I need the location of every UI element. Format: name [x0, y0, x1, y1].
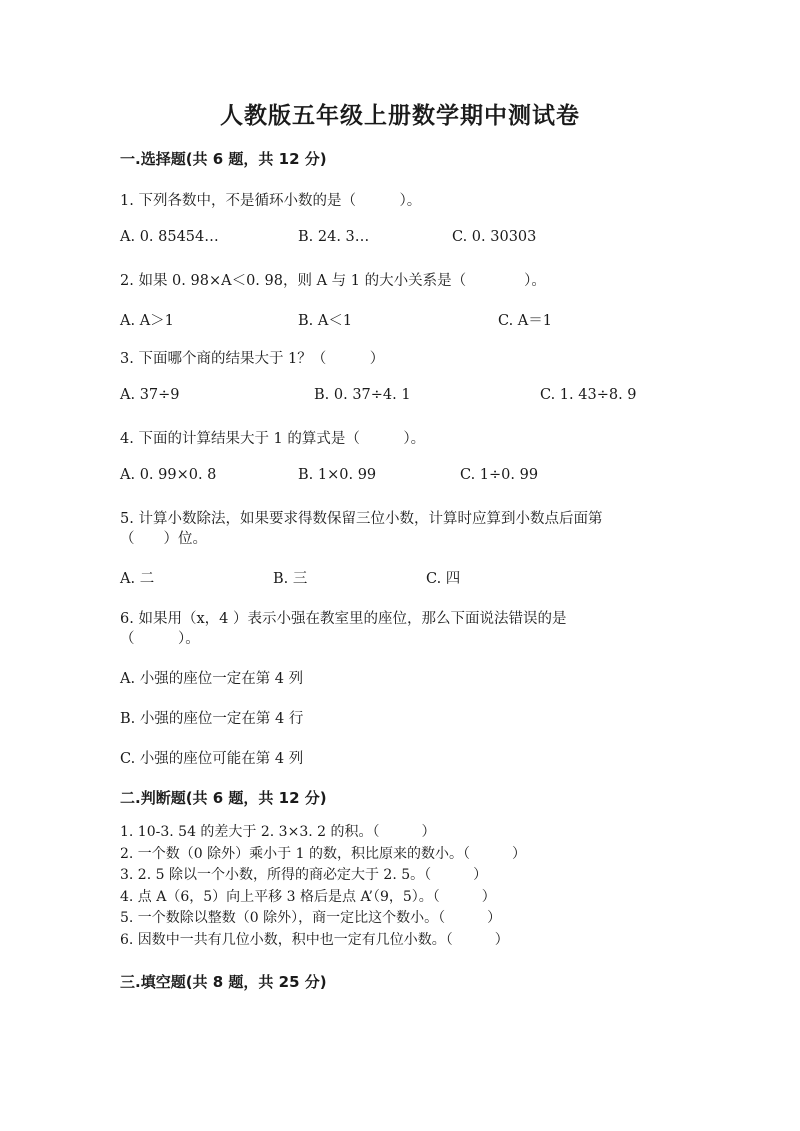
question-5-option-c: C. 四: [426, 571, 461, 587]
true-false-item-3: 3. 2. 5 除以一个小数，所得的商必定大于 2. 5。（ ）: [120, 867, 488, 883]
question-6-stem-line1: 6. 如果用（x，4 ）表示小强在教室里的座位，那么下面说法错误的是: [120, 611, 567, 627]
section-heading-fill-in: 三.填空题(共 8 题，共 25 分): [120, 973, 327, 991]
page-title: 人教版五年级上册数学期中测试卷: [220, 102, 580, 129]
question-4-option-b: B. 1×0. 99: [298, 467, 377, 483]
question-3-option-a: A. 37÷9: [120, 387, 180, 403]
question-6-option-b: B. 小强的座位一定在第 4 行: [120, 711, 304, 727]
true-false-item-5: 5. 一个数除以整数（0 除外），商一定比这个数小。（ ）: [120, 910, 502, 926]
question-4-option-a: A. 0. 99×0. 8: [120, 467, 217, 483]
question-2-stem: 2. 如果 0. 98×A＜0. 98，则 A 与 1 的大小关系是（ ）。: [120, 273, 546, 289]
question-5-option-a: A. 二: [120, 571, 155, 587]
true-false-item-1: 1. 10-3. 54 的差大于 2. 3×3. 2 的积。（ ）: [120, 824, 436, 840]
true-false-item-4: 4. 点 A（6，5）向上平移 3 格后是点 A’（9，5）。（ ）: [120, 888, 496, 905]
question-6-option-c: C. 小强的座位可能在第 4 列: [120, 751, 304, 767]
question-3-stem: 3. 下面哪个商的结果大于 1？（ ）: [120, 351, 385, 367]
question-5-option-b: B. 三: [273, 571, 308, 587]
question-6-stem-line2: （ ）。: [120, 631, 200, 647]
true-false-list: [120, 822, 526, 951]
question-5-stem-line1: 5. 计算小数除法，如果要求得数保留三位小数，计算时应算到小数点后面第: [120, 511, 603, 527]
question-1-option-c: C. 0. 30303: [452, 229, 537, 245]
question-1-option-a: A. 0. 85454…: [120, 229, 219, 245]
section-heading-choice: 一.选择题(共 6 题，共 12 分): [120, 150, 327, 168]
question-3-option-b: B. 0. 37÷4. 1: [314, 387, 411, 403]
question-3-option-c: C. 1. 43÷8. 9: [540, 387, 637, 403]
true-false-item-2: 2. 一个数（0 除外）乘小于 1 的数，积比原来的数小。（ ）: [120, 845, 526, 862]
section-heading-true-false: 二.判断题(共 6 题，共 12 分): [120, 789, 327, 807]
question-4-option-c: C. 1÷0. 99: [460, 467, 539, 483]
question-1-stem: 1. 下列各数中，不是循环小数的是（ ）。: [120, 193, 422, 209]
true-false-item-6: 6. 因数中一共有几位小数，积中也一定有几位小数。（ ）: [120, 931, 509, 948]
question-2-option-c: C. A＝1: [498, 313, 552, 329]
question-6-option-a: A. 小强的座位一定在第 4 列: [120, 671, 304, 687]
question-5-stem-line2: （ ）位。: [120, 531, 207, 547]
question-1-option-b: B. 24. 3…: [298, 229, 370, 245]
question-2-option-a: A. A＞1: [120, 313, 174, 329]
question-4-stem: 4. 下面的计算结果大于 1 的算式是（ ）。: [120, 431, 426, 447]
question-2-option-b: B. A＜1: [298, 313, 353, 329]
